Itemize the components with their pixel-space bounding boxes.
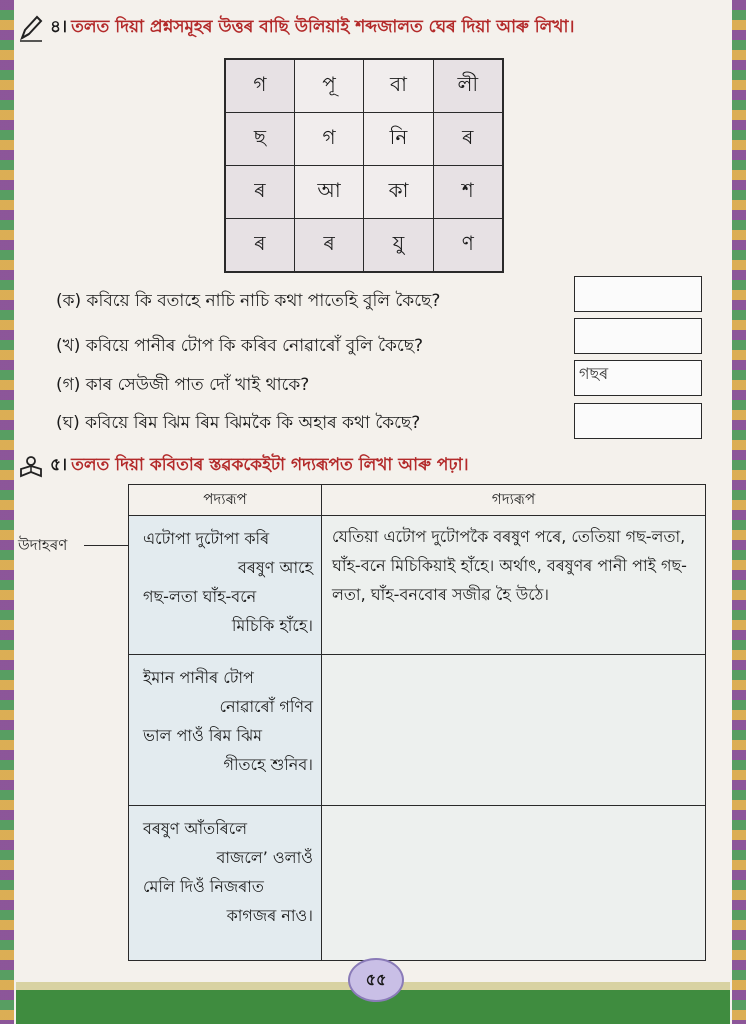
verse-line: ভাল পাওঁ ৰিম ঝিম [143,726,263,745]
verse-line: বৰষুণ আঁতৰিলে [143,819,248,838]
answer-text [575,277,579,296]
grid-cell[interactable]: ছ [225,113,294,166]
answer-box-gha[interactable] [574,403,702,439]
question-kha: (খ) কবিয়ে পানীৰ টোপ কি কৰিব নোৱাৰোঁ বুলি কৈছে? [56,336,424,356]
grid-cell[interactable]: কা [364,166,433,219]
verse-cell [129,516,322,655]
verse-line: মেলি দিওঁ নিজৰাত [143,877,264,896]
answer-text: গছৰ [579,364,609,383]
question-ga: (গ) কাৰ সেউজী পাত দোঁ খাই থাকে? [56,375,310,395]
grid-cell[interactable]: যু [364,219,433,273]
example-pointer-line [84,545,128,546]
grid-cell[interactable]: গ [294,113,364,166]
question-4-number: ৪। [50,17,68,37]
verse-cell [129,806,322,961]
grid-cell[interactable]: নি [364,113,433,166]
grid-cell[interactable]: শ [433,166,503,219]
word-grid [224,58,504,273]
answer-box-ka[interactable] [574,276,702,312]
grid-cell[interactable]: ৰ [225,219,294,273]
question-5-number: ৫। [50,455,68,475]
question-ka: (ক) কবিয়ে কি বতাহে নাচি নাচি কথা পাতেহি বুলি কৈছে? [56,291,441,311]
example-label: উদাহৰণ [18,536,68,554]
decorative-border-right [732,0,746,1024]
answer-text [575,404,579,423]
column-header-prose: গদ্যৰূপ [322,485,706,516]
question-4-heading [18,14,574,42]
prose-cell[interactable]: যেতিয়া এটোপ দুটোপকৈ বৰষুণ পৰে, তেতিয়া গছ-লতা, ঘাঁহ-বনে মিচিকিয়াই হাঁহে। অৰ্থাৎ, বৰষুণৰ পানী পাই গছ-লতা, ঘাঁহ-বনবোৰ সজীৱ হৈ উঠে। [322,516,706,655]
grid-cell[interactable]: ণ [433,219,503,273]
verse-line: নোৱাৰোঁ গণিব [219,697,313,716]
question-4-text: তলত দিয়া প্ৰশ্নসমূহৰ উত্তৰ বাছি উলিয়াই শব্দজালত ঘেৰ দিয়া আৰু লিখা। [71,17,575,37]
grid-cell[interactable]: পূ [294,59,364,113]
table-row [129,516,706,655]
grid-cell[interactable]: বা [364,59,433,113]
verse-line: বৰষুণ আহে [238,558,313,577]
table-row [129,806,706,961]
verse-cell [129,655,322,806]
verse-line: বাজলে’ ওলাওঁ [216,848,313,867]
question-gha: (ঘ) কবিয়ে ৰিম ঝিম ৰিম ঝিমকৈ কি অহাৰ কথা কৈছে? [56,413,421,433]
grid-cell[interactable]: আ [294,166,364,219]
prose-cell[interactable] [322,806,706,961]
grid-cell[interactable]: লী [433,59,503,113]
grid-cell[interactable]: গ [225,59,294,113]
poem-prose-table [128,484,706,961]
grid-cell[interactable]: ৰ [225,166,294,219]
column-header-verse: পদ্যৰূপ [129,485,322,516]
answer-text [575,319,579,338]
question-5-text: তলত দিয়া কবিতাৰ স্তৱককেইটা গদ্যৰূপত লিখা আৰু পঢ়া। [71,455,469,475]
verse-line: মিচিকি হাঁহে। [231,616,313,635]
prose-cell[interactable] [322,655,706,806]
verse-line: ইমান পানীৰ টোপ [143,668,254,687]
reading-book-icon [18,452,44,480]
verse-line: কাগজৰ নাও। [226,906,313,925]
decorative-border-left [0,0,14,1024]
pencil-icon [18,14,44,42]
verse-line: গছ-লতা ঘাঁহ-বনে [143,587,257,606]
grid-cell[interactable]: ৰ [294,219,364,273]
question-5-heading [18,452,469,480]
answer-box-ga[interactable] [574,360,702,396]
page-number: ৫৫ [348,958,404,1002]
table-row [129,655,706,806]
answer-box-kha[interactable] [574,318,702,354]
verse-line: এটোপা দুটোপা কৰি [143,529,270,548]
grid-cell[interactable]: ৰ [433,113,503,166]
verse-line: গীতহে শুনিব। [223,755,313,774]
